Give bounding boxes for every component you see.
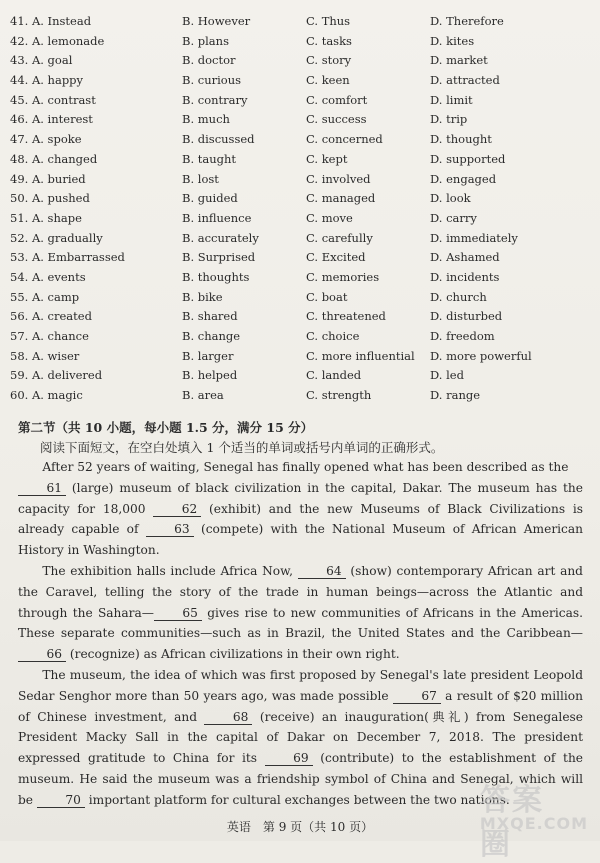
option-row [10,12,590,32]
option-b: B. helped [182,368,238,383]
blank-63[interactable]: 63 [146,522,194,537]
option-c: C. strength [306,388,372,403]
option-c: C. involved [306,171,371,186]
option-b: B. guided [182,191,238,206]
option-d: D. Therefore [430,14,504,28]
blank-69[interactable]: 69 [265,751,313,766]
option-c: C. keen [306,73,350,88]
option-d: D. church [430,289,487,304]
option-b: B. discussed [182,132,255,147]
option-d: D. supported [430,151,506,166]
options-table [10,12,590,406]
option-b: B. contrary [182,92,248,107]
option-d: D. engaged [430,171,497,186]
option-b: B. area [182,388,224,403]
option-c: C. Excited [306,250,366,265]
option-c: C. boat [306,289,348,304]
option-c: C. success [306,112,367,127]
option-a: 43. A. goal [10,53,73,68]
text: (recognize) as African civilizations in their own right. [66,647,400,662]
option-b: B. thoughts [182,269,250,284]
blank-67[interactable]: 67 [393,689,441,704]
option-a: 41. A. Instead [10,14,92,28]
option-b: B. Surprised [182,250,256,265]
text: (show) contemporary African art and the Caravel, telling the story of the trade in human beings—across the Atlantic and through the Sahara— [18,563,583,620]
option-row [10,110,590,130]
option-row [10,130,590,150]
text: After 52 years of waiting, Senegal has finally opened what has been described as the [42,460,569,474]
option-row [10,347,590,367]
blank-66[interactable]: 66 [18,647,66,662]
option-row [10,51,590,71]
option-b: B. plans [182,33,229,48]
option-row [10,307,590,327]
blank-62[interactable]: 62 [153,502,201,517]
option-c: C. carefully [306,230,373,245]
option-c: C. landed [306,368,362,383]
blank-65[interactable]: 65 [154,606,202,621]
watermark-text-top: 答案圈 [480,783,544,862]
option-a: 46. A. interest [10,112,93,127]
text: (receive) an inauguration(典礼) from Senegalese President Macky Sall in the capital of Dakar on December 7, 2018. The president expressed gratitude to China for its [18,709,583,766]
paragraph-2 [18,561,583,665]
option-a: 51. A. shape [10,210,82,225]
passage [18,457,583,811]
option-c: C. choice [306,329,360,343]
option-c: C. comfort [306,92,368,107]
option-d: D. freedom [430,329,495,343]
option-c: C. threatened [306,309,386,324]
option-b: B. much [182,112,230,127]
option-a: 57. A. chance [10,329,89,343]
option-d: D. immediately [430,230,518,245]
option-d: D. Ashamed [430,250,500,265]
option-row [10,386,590,406]
option-b: B. larger [182,348,234,363]
option-row [10,366,590,386]
section-title: 第二节（共 10 小题，每小题 1.5 分，满分 15 分） [18,420,314,435]
text: (large) museum of black civilization in the capital, Dakar. The museum has the capacity for 18,000 [18,480,583,516]
option-d: D. incidents [430,269,500,284]
option-row [10,32,590,52]
option-row [10,170,590,190]
option-row [10,71,590,91]
option-b: B. shared [182,309,238,324]
option-a: 50. A. pushed [10,191,90,206]
option-d: D. thought [430,132,492,147]
option-b: B. curious [182,73,242,88]
option-d: D. limit [430,92,473,107]
option-row [10,268,590,288]
option-d: D. trip [430,112,468,127]
option-c: C. tasks [306,33,352,48]
option-a: 55. A. camp [10,289,80,304]
text: (contribute) to the establishment of the museum. He said the museum was a friendship symbol of China and Senegal, which will be [18,751,584,807]
option-a: 48. A. changed [10,151,98,166]
option-a: 58. A. wiser [10,348,80,363]
option-row [10,150,590,170]
text: (exhibit) and the new Museums of Black Civilizations is already capable of [18,501,583,537]
option-row [10,288,590,308]
option-row [10,91,590,111]
option-c: C. Thus [306,14,351,28]
option-a: 60. A. magic [10,388,83,403]
option-c: C. kept [306,151,348,166]
option-d: D. more powerful [430,348,532,363]
option-row [10,327,590,347]
option-c: C. managed [306,191,376,206]
blank-64[interactable]: 64 [298,564,346,579]
option-d: D. attracted [430,73,500,88]
watermark-text-bottom: MXQE.COM [479,814,588,833]
option-d: D. carry [430,210,477,225]
option-d: D. led [430,368,464,383]
option-row [10,229,590,249]
option-row [10,209,590,229]
option-d: D. market [430,53,488,68]
option-b: B. However [182,14,251,28]
option-a: 56. A. created [10,309,92,324]
option-b: B. change [182,329,241,343]
option-c: C. story [306,53,352,68]
option-b: B. taught [182,151,237,166]
option-a: 47. A. spoke [10,132,82,147]
option-b: B. accurately [182,230,259,245]
text: gives rise to new communities of Africans in the Americas. These separate communities—such as in Brazil, the United States and the Caribbean— [18,605,583,641]
option-d: D. kites [430,33,475,48]
option-b: B. bike [182,289,223,304]
option-a: 59. A. delivered [10,368,103,383]
option-b: B. influence [182,210,252,225]
option-row [10,248,590,268]
option-c: C. concerned [306,132,383,147]
option-a: 52. A. gradually [10,230,103,245]
option-d: D. disturbed [430,309,503,324]
page-footer: 英语 第 9 页（共 10 页） [226,820,374,834]
option-a: 53. A. Embarrassed [10,250,125,265]
option-c: C. move [306,210,353,225]
option-c: C. more influential [306,348,415,363]
option-a: 45. A. contrast [10,92,96,107]
text: The exhibition halls include Africa Now, [42,563,298,578]
option-a: 42. A. lemonade [10,33,105,48]
option-row [10,189,590,209]
option-d: D. look [430,191,471,206]
paragraph-1 [18,457,583,561]
blank-70[interactable]: 70 [37,793,85,808]
text: The museum, the idea of which was first proposed by Senegal's late president Leopold Sedar Senghor more than 50 years ago, was made possible [18,667,583,703]
text: (compete) with the National Museum of African American History in Washington. [18,522,583,558]
option-d: D. range [430,388,481,403]
section-instructions: 阅读下面短文，在空白处填入 1 个适当的单词或括号内单词的正确形式。 [40,440,444,455]
option-a: 49. A. buried [10,171,86,186]
option-b: B. doctor [182,53,236,68]
watermark-logo [479,775,590,862]
option-a: 44. A. happy [10,73,84,88]
blank-68[interactable]: 68 [204,710,252,725]
text: a result of $20 million of Chinese investment, and [18,688,583,724]
option-b: B. lost [182,171,219,186]
text: important platform for cultural exchanges between the two nations. [84,792,510,807]
option-c: C. memories [306,269,380,284]
blank-61[interactable]: 61 [18,481,66,496]
option-a: 54. A. events [10,269,86,284]
